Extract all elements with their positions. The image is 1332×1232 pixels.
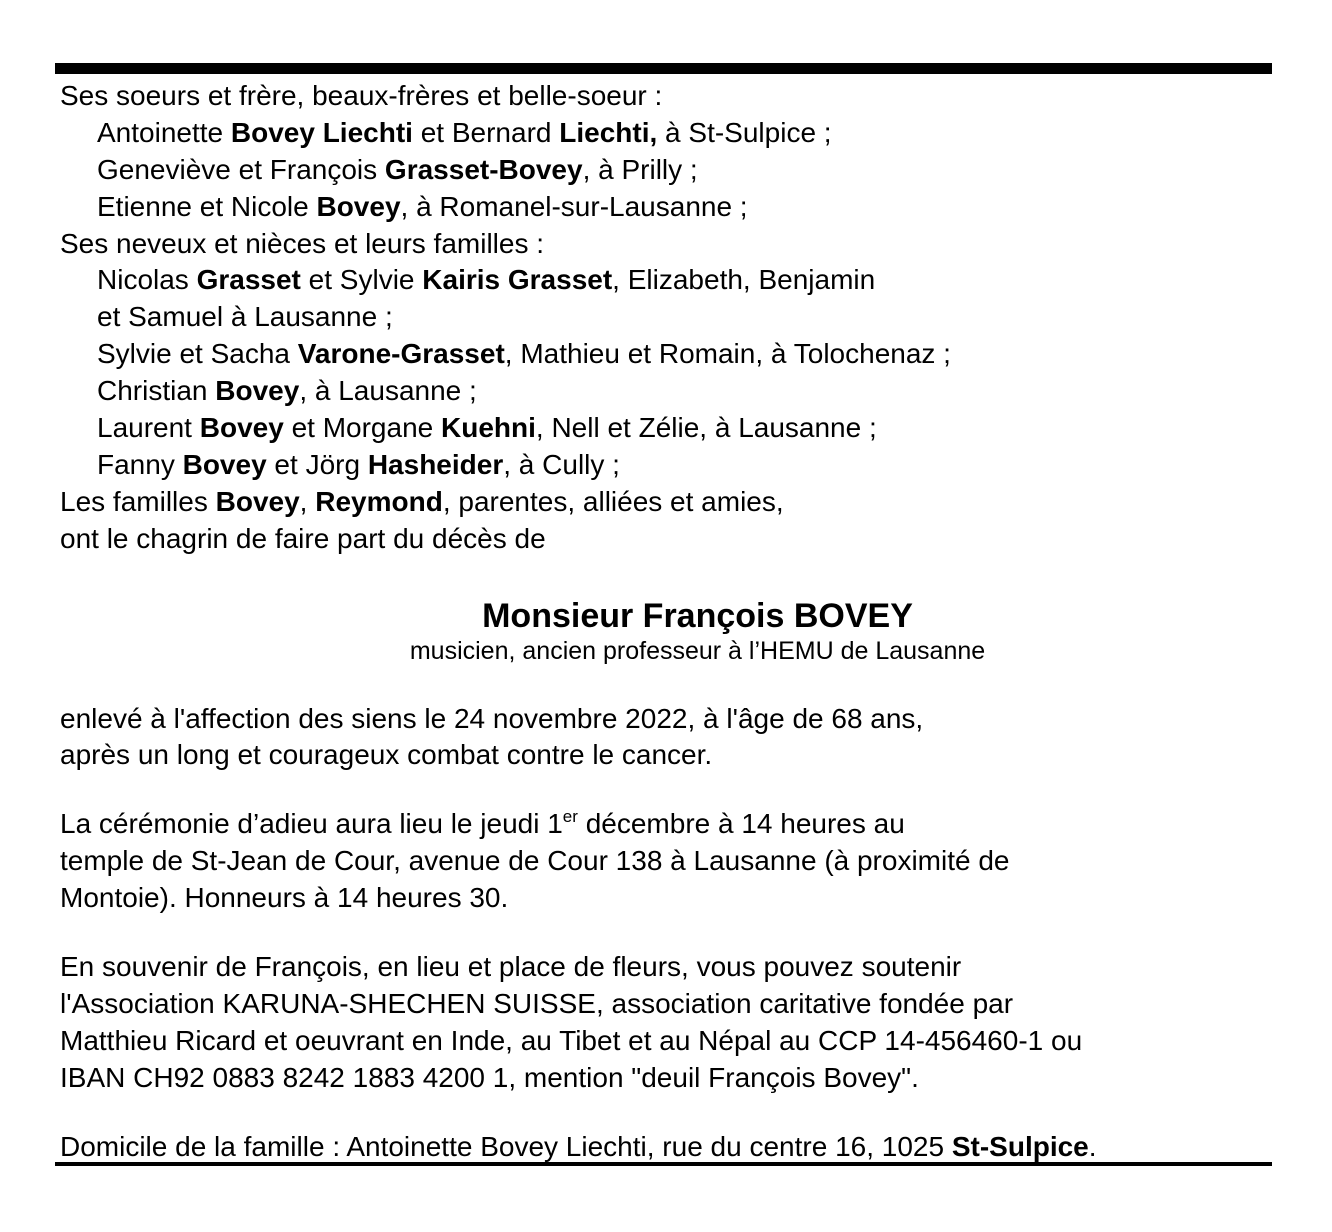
text-run: Nicolas bbox=[97, 264, 197, 296]
families-line bbox=[60, 484, 1275, 521]
surname: Hasheider bbox=[367, 448, 504, 480]
surname: Varone-Grasset bbox=[297, 338, 505, 370]
donation-line: En souvenir de François, en lieu et place de fleurs, vous pouvez soutenir bbox=[60, 951, 962, 983]
donation-paragraph bbox=[60, 949, 1275, 1097]
surname: Bovey Liechti bbox=[230, 116, 413, 148]
ceremony-paragraph bbox=[60, 806, 1275, 917]
spacer bbox=[60, 774, 1275, 806]
surname: Kuehni bbox=[441, 412, 536, 444]
text-run: et Samuel à Lausanne ; bbox=[97, 301, 393, 333]
surname: Bovey bbox=[215, 485, 300, 517]
nephew-entry bbox=[60, 410, 1275, 447]
obituary-notice bbox=[60, 78, 1275, 1165]
donation-line: l'Association KARUNA-SHECHEN SUISSE, association caritative fondée par bbox=[60, 987, 1014, 1019]
sibling-entry bbox=[60, 152, 1275, 189]
text-run: , à Cully ; bbox=[503, 448, 620, 480]
surname: Grasset-Bovey bbox=[384, 153, 583, 185]
ceremony-line bbox=[60, 806, 1275, 843]
death-paragraph bbox=[60, 701, 1275, 775]
deceased-name: Monsieur François BOVEY bbox=[482, 596, 913, 635]
text-run: , à Prilly ; bbox=[582, 153, 698, 185]
text-run: Sylvie et Sacha bbox=[97, 338, 298, 370]
text-run: , Elizabeth, Benjamin bbox=[612, 264, 876, 296]
text-run: , Mathieu et Romain, à Tolochenaz ; bbox=[504, 338, 951, 370]
ceremony-line: temple de St-Jean de Cour, avenue de Cour 138 à Lausanne (à proximité de bbox=[60, 845, 1010, 877]
surname: Grasset bbox=[196, 264, 301, 296]
text-run: , à Romanel-sur-Lausanne ; bbox=[400, 190, 748, 222]
surname: Bovey bbox=[316, 190, 401, 222]
text-run: Antoinette bbox=[97, 116, 231, 148]
deceased-title: musicien, ancien professeur à l’HEMU de Lausanne bbox=[409, 636, 986, 665]
announcement-line: ont le chagrin de faire part du décès de bbox=[60, 522, 546, 554]
domicile-end: . bbox=[1088, 1130, 1097, 1162]
top-rule bbox=[55, 63, 1272, 74]
text-run: Etienne et Nicole bbox=[97, 190, 317, 222]
text-run: , bbox=[299, 485, 316, 517]
ordinal-suffix: er bbox=[562, 807, 578, 827]
nephew-entry bbox=[60, 299, 1275, 336]
spacer bbox=[60, 1097, 1275, 1129]
text-run: Christian bbox=[97, 375, 216, 407]
text-run: , à Lausanne ; bbox=[299, 375, 477, 407]
surname: Bovey bbox=[199, 412, 284, 444]
ceremony-text: La cérémonie d’adieu aura lieu le jeudi 1 bbox=[60, 808, 563, 840]
donation-line: IBAN CH92 0883 8242 1883 4200 1, mention "deuil François Bovey". bbox=[60, 1061, 919, 1093]
text-run: et Jörg bbox=[266, 448, 368, 480]
text-run: à St-Sulpice ; bbox=[657, 116, 832, 148]
text-run: Les familles bbox=[60, 485, 216, 517]
siblings-heading: Ses soeurs et frère, beaux-frères et belle-soeur : bbox=[60, 80, 663, 111]
text-run: , parentes, alliées et amies, bbox=[442, 485, 784, 517]
surname: Bovey bbox=[215, 375, 300, 407]
spacer bbox=[60, 917, 1275, 949]
text-run: et Morgane bbox=[283, 412, 441, 444]
surname: Kairis Grasset bbox=[422, 264, 613, 296]
surname: Reymond bbox=[315, 485, 443, 517]
siblings-list bbox=[60, 115, 1275, 226]
nephew-entry bbox=[60, 373, 1275, 410]
death-line: après un long et courageux combat contre le cancer. bbox=[60, 739, 713, 771]
text-run: Laurent bbox=[97, 412, 200, 444]
text-run: , Nell et Zélie, à Lausanne ; bbox=[535, 412, 877, 444]
sibling-entry bbox=[60, 115, 1275, 152]
surname: Bovey bbox=[182, 448, 267, 480]
ceremony-text: décembre à 14 heures au bbox=[577, 808, 905, 840]
text-run: et Sylvie bbox=[300, 264, 423, 296]
domicile-line bbox=[60, 1129, 1275, 1166]
donation-line: Matthieu Ricard et oeuvrant en Inde, au Tibet et au Népal au CCP 14-456460-1 ou bbox=[60, 1024, 1083, 1056]
text-run: Fanny bbox=[97, 448, 183, 480]
domicile-text: Domicile de la famille : Antoinette Bovey Liechti, rue du centre 16, 1025 bbox=[60, 1130, 952, 1162]
sibling-entry bbox=[60, 189, 1275, 226]
domicile-place: St-Sulpice bbox=[951, 1130, 1089, 1162]
spacer bbox=[60, 666, 1275, 701]
text-run: Geneviève et François bbox=[97, 153, 385, 185]
nephew-entry bbox=[60, 262, 1275, 299]
nephews-list bbox=[60, 262, 1275, 483]
bottom-rule bbox=[55, 1162, 1272, 1166]
nephews-heading: Ses neveux et nièces et leurs familles : bbox=[60, 227, 545, 259]
text-run: et Bernard bbox=[412, 116, 560, 148]
death-line: enlevé à l'affection des siens le 24 novembre 2022, à l'âge de 68 ans, bbox=[60, 702, 924, 734]
nephew-entry bbox=[60, 336, 1275, 373]
surname: Liechti, bbox=[559, 116, 658, 148]
ceremony-line: Montoie). Honneurs à 14 heures 30. bbox=[60, 882, 509, 914]
nephew-entry bbox=[60, 447, 1275, 484]
